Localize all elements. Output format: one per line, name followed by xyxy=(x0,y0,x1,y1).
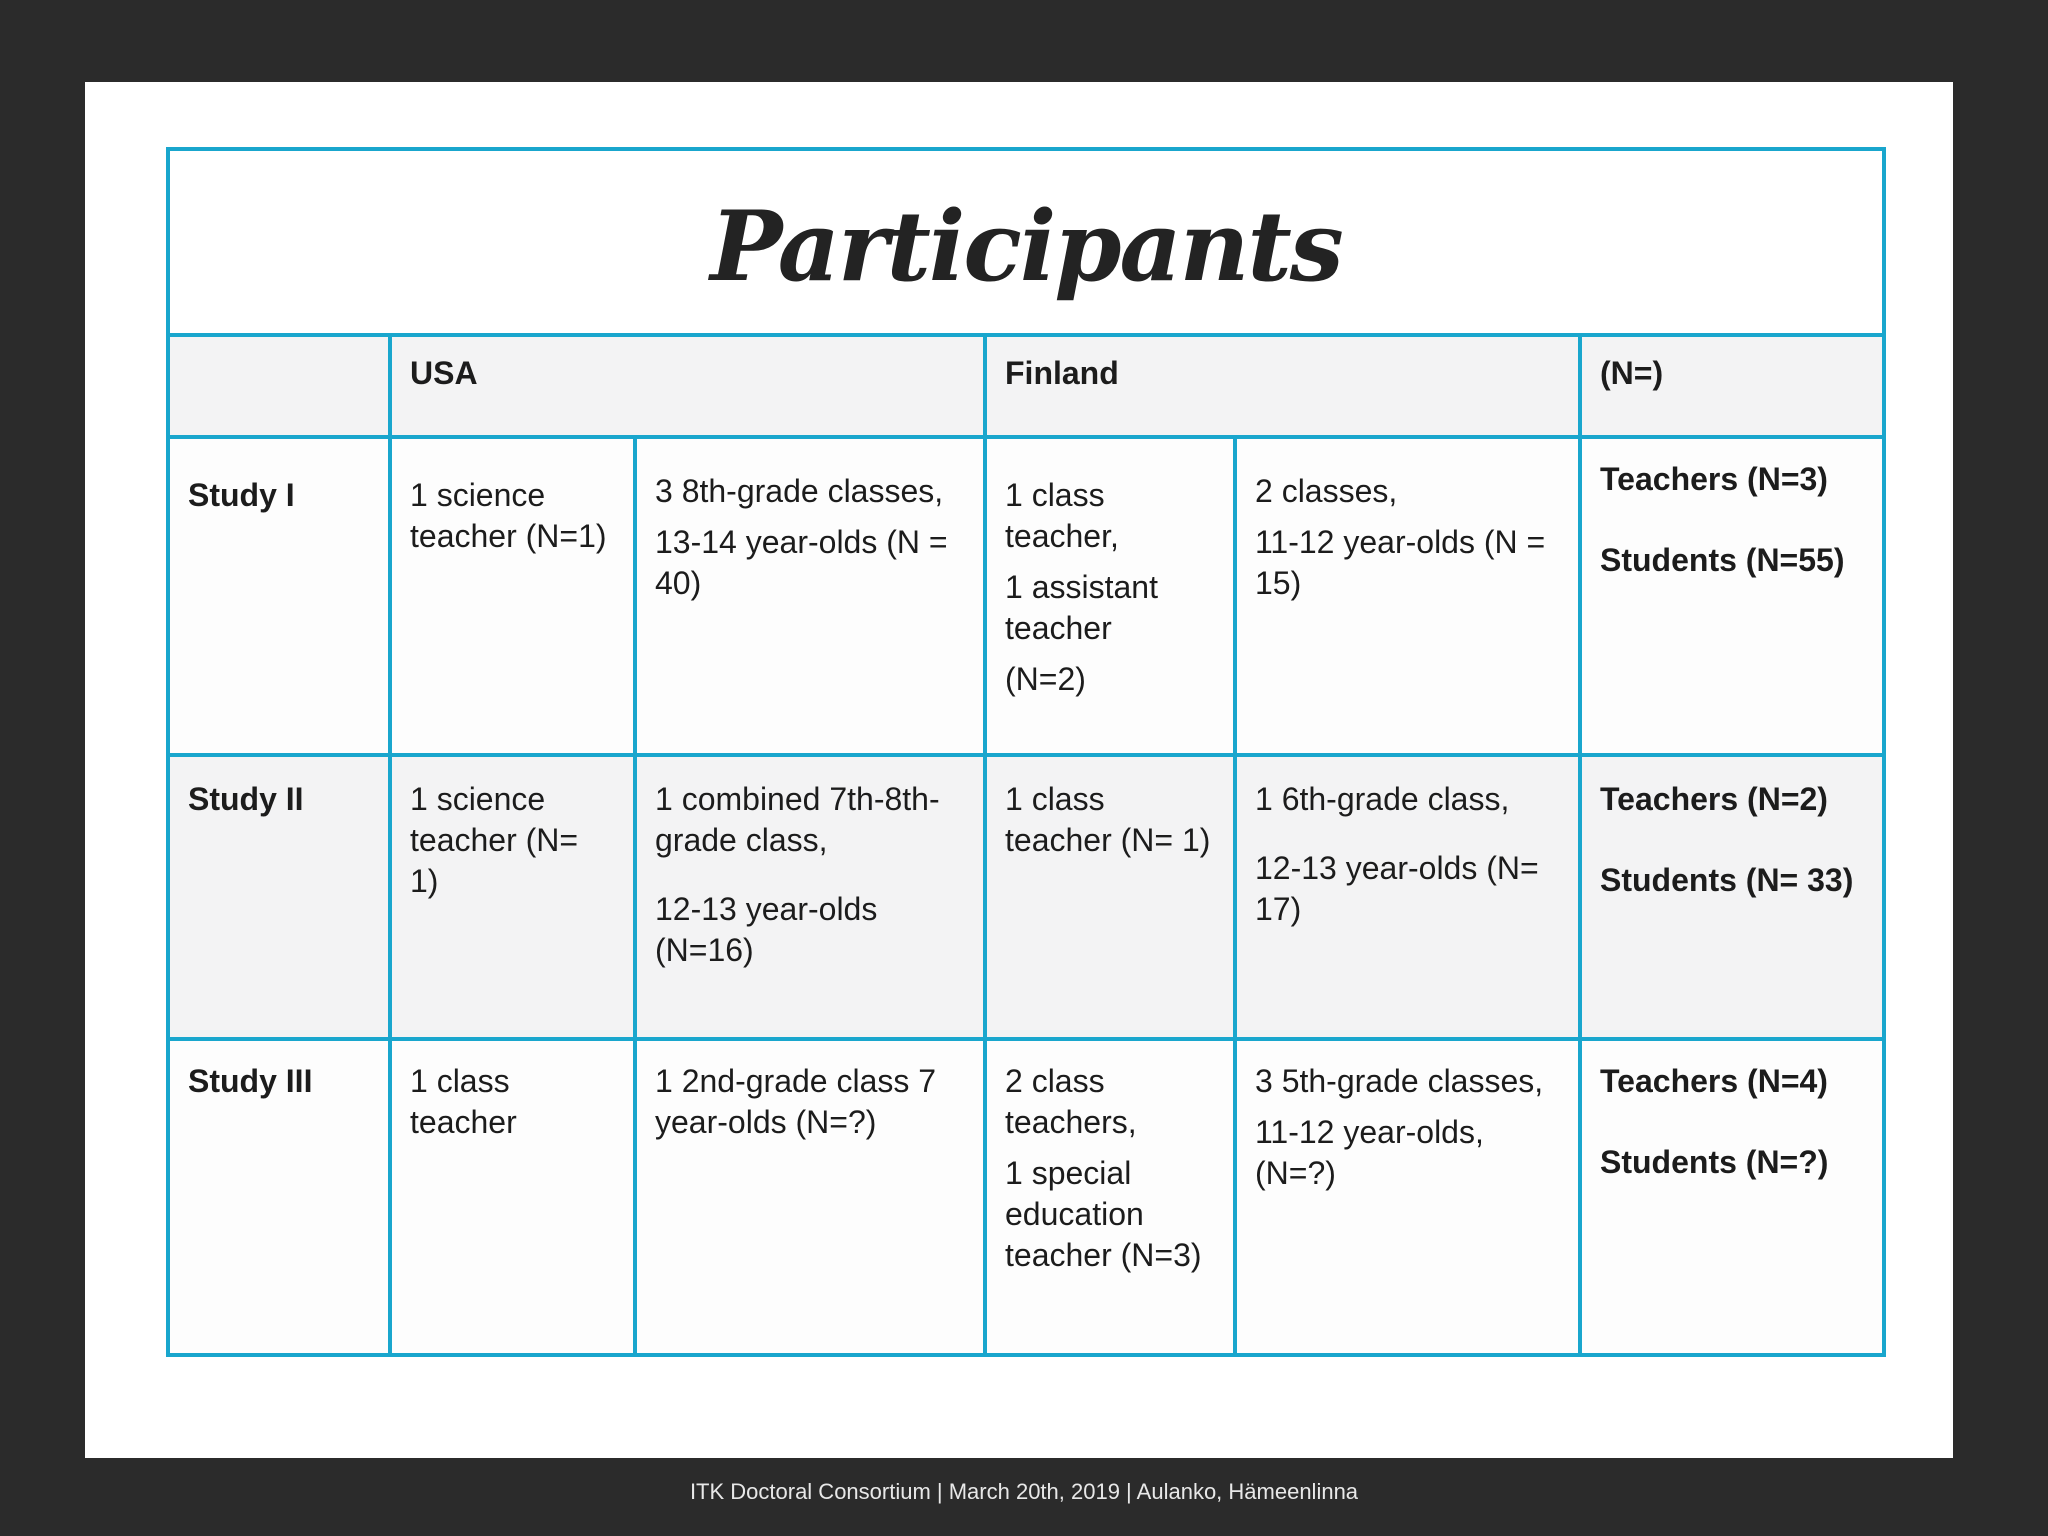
cell-text: 12-13 year-olds (N=16) xyxy=(655,891,878,968)
cell-text: 1 class teacher (N= 1) xyxy=(1005,781,1211,858)
usa-teacher-cell xyxy=(390,437,635,755)
slide xyxy=(85,82,1953,1458)
cell-text: Students (N=55) xyxy=(1600,542,1845,578)
row-label: Study II xyxy=(168,755,390,1039)
usa-students-cell xyxy=(635,437,985,755)
finland-teacher-cell xyxy=(985,755,1235,1039)
finland-students-cell xyxy=(1235,437,1580,755)
cell-text: 2 class teachers, xyxy=(1005,1063,1137,1140)
cell-text: 1 science teacher (N=1) xyxy=(410,477,607,554)
header-finland: Finland xyxy=(985,335,1580,437)
table-row-study-3 xyxy=(168,1039,1884,1355)
cell-text: 3 5th-grade classes, xyxy=(1255,1063,1544,1099)
cell-text: (N=2) xyxy=(1005,661,1086,697)
header-n: (N=) xyxy=(1580,335,1884,437)
usa-students-cell xyxy=(635,1039,985,1355)
usa-teacher-cell xyxy=(390,755,635,1039)
cell-text: 1 6th-grade class, xyxy=(1255,781,1510,817)
cell-text: Teachers (N=3) xyxy=(1600,461,1828,497)
header-usa: USA xyxy=(390,335,985,437)
header-blank-cell xyxy=(168,335,390,437)
usa-teacher-cell xyxy=(390,1039,635,1355)
cell-text: 1 science teacher (N= 1) xyxy=(410,781,579,899)
page-title: Participants xyxy=(710,190,1342,303)
finland-teacher-cell xyxy=(985,437,1235,755)
cell-text: 11-12 year-olds, (N=?) xyxy=(1255,1114,1484,1191)
cell-text: 11-12 year-olds (N = 15) xyxy=(1255,524,1546,601)
cell-text: 2 classes, xyxy=(1255,473,1398,509)
finland-teacher-cell xyxy=(985,1039,1235,1355)
row-label: Study III xyxy=(168,1039,390,1355)
cell-text: Students (N=?) xyxy=(1600,1144,1829,1180)
cell-text: 1 class teacher, xyxy=(1005,477,1119,554)
title-cell xyxy=(168,149,1884,335)
finland-students-cell xyxy=(1235,755,1580,1039)
totals-cell xyxy=(1580,437,1884,755)
table-row-study-1 xyxy=(168,437,1884,755)
cell-text: Teachers (N=2) xyxy=(1600,781,1828,817)
header-row xyxy=(168,335,1884,437)
cell-text: 12-13 year-olds (N= 17) xyxy=(1255,850,1539,927)
cell-text: Students (N= 33) xyxy=(1600,862,1854,898)
cell-text: 1 combined 7th-8th-grade class, xyxy=(655,781,940,858)
totals-cell xyxy=(1580,1039,1884,1355)
title-row xyxy=(168,149,1884,335)
participants-table xyxy=(166,147,1886,1357)
cell-text: Teachers (N=4) xyxy=(1600,1063,1828,1099)
cell-text: 1 class teacher xyxy=(410,1063,517,1140)
usa-students-cell xyxy=(635,755,985,1039)
table-row-study-2 xyxy=(168,755,1884,1039)
footer-caption: ITK Doctoral Consortium | March 20th, 2019 | Aulanko, Hämeenlinna xyxy=(689,1479,1359,1504)
cell-text: 3 8th-grade classes, xyxy=(655,473,944,509)
finland-students-cell xyxy=(1235,1039,1580,1355)
totals-cell xyxy=(1580,755,1884,1039)
cell-text: 1 special education teacher (N=3) xyxy=(1005,1155,1202,1273)
cell-text: 13-14 year-olds (N = 40) xyxy=(655,524,948,601)
cell-text: 1 2nd-grade class 7 year-olds (N=?) xyxy=(655,1063,937,1140)
row-label: Study I xyxy=(168,437,390,755)
cell-text: 1 assistant teacher xyxy=(1005,569,1158,646)
